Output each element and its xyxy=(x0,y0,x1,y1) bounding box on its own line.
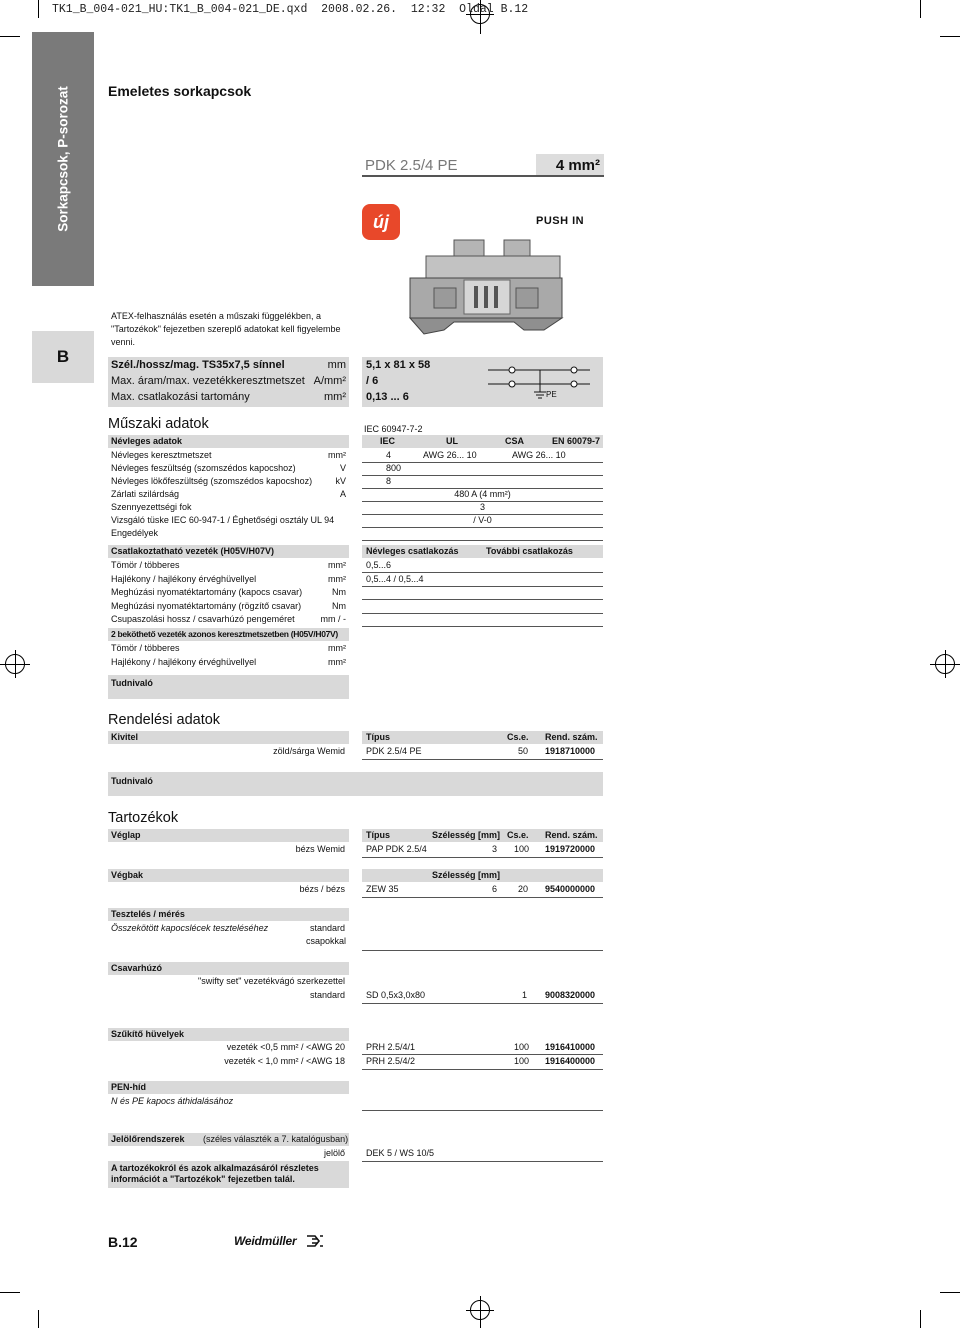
veglap-number: 1919720000 xyxy=(545,844,596,854)
conn-row-unit: mm / - xyxy=(320,614,346,624)
rule xyxy=(362,475,603,476)
conn-row-label: Meghúzási nyomatéktartomány (rögzítő csavar) xyxy=(111,601,302,611)
vegbak-qty: 20 xyxy=(518,884,529,894)
tech-row-value: 8 xyxy=(386,476,392,486)
conn-row2-label: Tömör / többeres xyxy=(111,643,180,653)
conn-row-label: Meghúzási nyomatéktartomány (kapocs csavar) xyxy=(111,587,303,597)
tech-standard: IEC 60947-7-2 xyxy=(364,424,423,434)
vegbak-desc: bézs / bézs xyxy=(299,884,345,894)
tech-col: EN 60079-7 xyxy=(552,436,601,446)
jelolo-type: DEK 5 / WS 10/5 xyxy=(366,1148,435,1158)
vegbak-label: Végbak xyxy=(111,870,144,880)
rule xyxy=(362,1161,603,1162)
crop-mark xyxy=(0,36,20,37)
csavar-desc: "swifty set" vezetékvágó szerkezettel xyxy=(198,976,345,986)
jelolo-label: Jelölőrendszerek xyxy=(111,1134,185,1144)
csavar-desc2: standard xyxy=(309,990,345,1000)
dims-row xyxy=(111,375,346,388)
szukito-desc: vezeték < 1,0 mm² / <AWG 18 xyxy=(224,1056,345,1066)
conn-row xyxy=(111,586,346,599)
circuit-symbol-icon xyxy=(478,362,600,404)
footnote: A tartozékokról és azok alkalmazásáról részletes információt a "Tartozékok" fejezetben talál. xyxy=(111,1163,319,1184)
tech-header-label: Névleges adatok xyxy=(111,436,183,446)
conn-row xyxy=(111,559,346,572)
conn-note: Tudnivaló xyxy=(111,678,153,688)
csavar-type: SD 0,5x3,0x80 xyxy=(366,990,426,1000)
tech-row-label: Szennyezettségi fok xyxy=(111,502,192,512)
teszt-desc2a: standard xyxy=(310,923,346,933)
teszt-desc2b: csapokkal xyxy=(306,936,347,946)
dims-value: 0,13 ... 6 xyxy=(366,391,409,403)
tech-row-value: 800 xyxy=(386,463,402,473)
order-header-bar xyxy=(108,731,349,744)
tech-row-label: Névleges lökőfeszültség (szomszédos kapocshoz) xyxy=(111,476,313,486)
dims-unit: mm² xyxy=(324,391,346,403)
rule xyxy=(362,626,603,627)
order-qty: 50 xyxy=(518,746,529,756)
brand-logo: Weidmüller xyxy=(234,1234,297,1248)
conn-row2 xyxy=(111,642,346,655)
conn-row-unit: Nm xyxy=(332,601,346,611)
vegbak-number: 9540000000 xyxy=(545,884,596,894)
conn-row-unit: Nm xyxy=(332,587,346,597)
crop-mark xyxy=(38,1310,39,1328)
rule xyxy=(362,1003,603,1004)
order-variant: zöld/sárga Wemid xyxy=(273,746,345,756)
pen-desc: N és PE kapocs áthidalásához xyxy=(111,1096,234,1106)
new-badge xyxy=(362,204,400,240)
crop-mark xyxy=(940,1292,960,1293)
order-note-panel xyxy=(108,772,603,796)
crop-mark xyxy=(940,36,960,37)
szukito-qty: 100 xyxy=(514,1042,530,1052)
conn-header: Csatlakoztatható vezeték (H05V/H07V) xyxy=(111,546,275,556)
page-title: Emeletes sorkapcsok xyxy=(108,83,252,99)
order-col: Típus xyxy=(366,732,390,742)
szukito-qty: 100 xyxy=(514,1056,530,1066)
tech-row-unit: A xyxy=(339,489,346,499)
tech-row xyxy=(111,527,346,540)
tech-row xyxy=(111,501,346,514)
dims-label: Max. áram/max. vezetékkeresztmetszet xyxy=(111,375,305,387)
tech-row-unit: mm² xyxy=(328,450,346,460)
side-tab xyxy=(32,32,94,286)
conn-row2-unit: mm² xyxy=(328,657,346,667)
dims-unit: A/mm² xyxy=(313,375,346,387)
teszt-label: Tesztelés / mérés xyxy=(111,909,185,919)
rule xyxy=(362,572,603,573)
tech-row-label: Zárlati szilárdság xyxy=(111,489,180,499)
file-header-line: TK1_B_004-021_HU:TK1_B_004-021_DE.qxd 2008.02.26. 12:32 Oldal B.12 xyxy=(52,3,529,16)
veglap-col: Szélesség [mm] xyxy=(432,830,501,840)
conn-row2 xyxy=(111,656,346,669)
veglap-desc: bézs Wemid xyxy=(295,844,345,854)
tech-row xyxy=(111,488,346,501)
section-letter: B xyxy=(56,347,70,366)
dims-row xyxy=(111,359,346,372)
tech-row-unit: V xyxy=(339,463,346,473)
new-badge-label: új xyxy=(373,211,389,232)
brand-logo-icon xyxy=(306,1234,324,1248)
csavar-label: Csavarhúzó xyxy=(111,963,163,973)
tech-row-value: AWG 26... 10 xyxy=(423,450,477,460)
conn-header2: 2 beköthető vezeték azonos keresztmetszetben (H05V/H07V) xyxy=(111,629,338,639)
pen-label: PEN-híd xyxy=(111,1082,146,1092)
registration-mark-right xyxy=(930,650,960,678)
tech-row xyxy=(111,514,346,527)
csavar-qty: 1 xyxy=(522,990,528,1000)
tech-row-label: Névleges feszültség (szomszédos kapocshoz) xyxy=(111,463,296,473)
szukito-number: 1916410000 xyxy=(545,1042,596,1052)
csavar-number: 9008320000 xyxy=(545,990,596,1000)
conn-row-label: Tömör / többeres xyxy=(111,560,180,570)
rule xyxy=(362,950,603,951)
veglap-col: Rend. szám. xyxy=(545,830,598,840)
order-col: Cs.e. xyxy=(507,732,529,742)
conn-row xyxy=(111,573,346,586)
conn-row xyxy=(111,600,346,613)
jelolo-desc: jelölő xyxy=(323,1148,345,1158)
jelolo-hint: (széles választék a 7. katalógusban) xyxy=(203,1134,349,1144)
product-size: 4 mm² xyxy=(555,157,600,174)
dims-label: Szél./hossz/mag. TS35x7,5 sínnel xyxy=(111,359,285,371)
dims-value: 5,1 x 81 x 58 xyxy=(366,359,431,371)
order-title: Rendelési adatok xyxy=(108,712,221,728)
szukito-desc: vezeték <0,5 mm² / <AWG 20 xyxy=(226,1042,345,1052)
page-number: B.12 xyxy=(108,1234,138,1250)
conn-row-value: 0,5...4 / 0,5...4 xyxy=(366,574,424,584)
tech-row-label: Engedélyek xyxy=(111,528,159,538)
registration-mark-bottom xyxy=(466,1296,494,1328)
conn-row2-unit: mm² xyxy=(328,643,346,653)
crop-mark xyxy=(38,0,39,18)
vegbak-col: Szélesség [mm] xyxy=(432,870,501,880)
vegbak-width: 6 xyxy=(492,884,498,894)
szukito-number: 1916400000 xyxy=(545,1056,596,1066)
veglap-col: Típus xyxy=(366,830,390,840)
tech-col: CSA xyxy=(505,436,525,446)
conn-row-value: 0,5...6 xyxy=(366,560,392,570)
szukito-type: PRH 2.5/4/1 xyxy=(366,1042,416,1052)
szukito-label: Szűkítő hüvelyek xyxy=(111,1029,185,1039)
pushin-logo xyxy=(536,210,584,232)
rule xyxy=(362,897,603,898)
atex-note: ATEX-felhasználás esetén a műszaki függelékben, a "Tartozékok" fejezetben szereplő adatokat kell figyelembe venni. xyxy=(111,311,341,347)
tech-row-label: Vizsgáló tüske IEC 60-947-1 / Éghetőségi osztály UL 94 xyxy=(111,515,335,525)
tech-col: UL xyxy=(446,436,458,446)
conn-row xyxy=(111,613,346,626)
dims-label: Max. csatlakozási tartomány xyxy=(111,391,250,403)
conn-row-label: Hajlékony / hajlékony érvéghüvellyel xyxy=(111,574,257,584)
tech-col: IEC xyxy=(380,436,396,446)
veglap-bar xyxy=(108,829,349,842)
veglap-col: Cs.e. xyxy=(507,830,529,840)
pushin-logo-text: PUSH IN xyxy=(536,215,585,227)
veglap-width: 3 xyxy=(492,844,498,854)
terminal-block-image xyxy=(404,238,568,338)
dims-value: / 6 xyxy=(366,375,379,387)
vegbak-bar xyxy=(108,869,349,882)
tech-row-value: AWG 26... 10 xyxy=(512,450,566,460)
order-type: PDK 2.5/4 PE xyxy=(366,746,422,756)
rule xyxy=(362,1110,603,1111)
veglap-type: PAP PDK 2.5/4 xyxy=(366,844,427,854)
order-number: 1918710000 xyxy=(545,746,596,756)
tech-row-unit: kV xyxy=(335,476,346,486)
crop-mark xyxy=(0,1292,20,1293)
tech-title: Műszaki adatok xyxy=(108,416,209,432)
crop-mark xyxy=(920,1310,921,1328)
side-tab-label: Sorkapcsok, P-sorozat xyxy=(55,86,71,232)
dims-row xyxy=(111,391,346,404)
szukito-type: PRH 2.5/4/2 xyxy=(366,1056,416,1066)
tech-row-value: / V-0 xyxy=(473,515,492,525)
symbol-label: PE xyxy=(546,390,557,399)
teszt-desc: Összekötött kapocslécek teszteléséhez xyxy=(111,923,269,933)
vegbak-type: ZEW 35 xyxy=(366,884,399,894)
rule xyxy=(362,540,603,541)
tech-row-value: 3 xyxy=(479,502,485,512)
conn-row-unit: mm² xyxy=(328,560,346,570)
order-col: Rend. szám. xyxy=(545,732,598,742)
conn-row-label: Csupaszolási hossz / csavarhúzó pengeméret xyxy=(111,614,295,624)
tech-row xyxy=(111,449,346,462)
order-note: Tudnivaló xyxy=(111,776,153,786)
tech-row-value: 480 A (4 mm²) xyxy=(454,489,511,499)
conn-row2-label: Hajlékony / hajlékony érvéghüvellyel xyxy=(111,657,257,667)
tech-row xyxy=(111,462,346,475)
acc-title: Tartozékok xyxy=(108,810,179,826)
rule xyxy=(362,857,603,858)
rule xyxy=(362,527,603,528)
product-bar xyxy=(362,156,604,177)
rule xyxy=(362,613,603,614)
tech-row-value: 4 xyxy=(386,450,392,460)
conn-col: Névleges csatlakozás xyxy=(366,546,459,556)
order-kivitel: Kivitel xyxy=(111,732,139,742)
registration-mark-left xyxy=(0,650,30,678)
section-letter-block xyxy=(32,331,94,383)
rule xyxy=(362,1069,603,1070)
veglap-qty: 100 xyxy=(514,844,530,854)
crop-mark xyxy=(920,0,921,18)
tech-row-label: Névleges keresztmetszet xyxy=(111,450,212,460)
rule xyxy=(362,1054,603,1055)
rule xyxy=(362,586,603,587)
rule xyxy=(362,599,603,600)
dims-unit: mm xyxy=(327,359,346,371)
product-name: PDK 2.5/4 PE xyxy=(365,157,458,174)
veglap-label: Véglap xyxy=(111,830,141,840)
conn-col: További csatlakozás xyxy=(486,546,573,556)
rule xyxy=(362,759,603,760)
conn-row-unit: mm² xyxy=(328,574,346,584)
tech-row xyxy=(111,475,346,488)
